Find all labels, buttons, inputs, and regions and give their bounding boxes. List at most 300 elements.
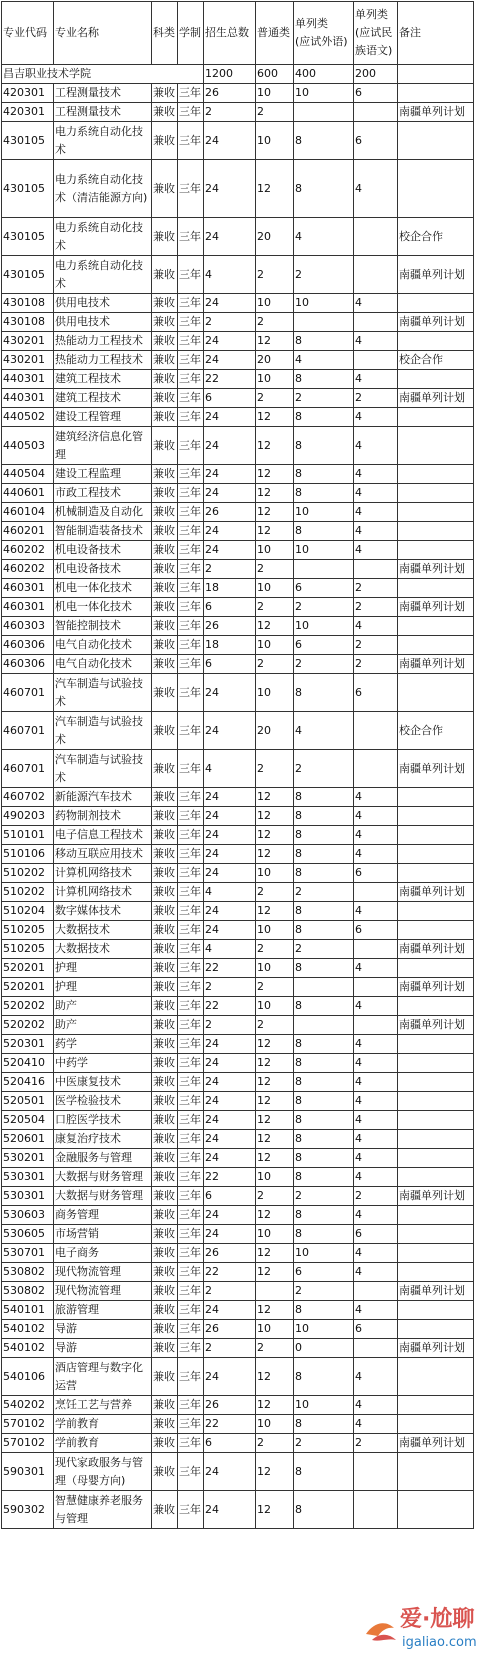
cell-major-name: 学前教育 <box>54 1415 152 1434</box>
cell-single-a: 8 <box>294 160 354 218</box>
cell-general: 2 <box>256 1187 294 1206</box>
cell-single-a: 10 <box>294 1320 354 1339</box>
cell-note <box>398 902 474 921</box>
cell-general: 12 <box>256 845 294 864</box>
cell-general: 12 <box>256 807 294 826</box>
cell-major-code: 540102 <box>2 1339 54 1358</box>
cell-category: 兼收 <box>152 1244 178 1263</box>
cell-total: 24 <box>204 294 256 313</box>
cell-duration: 三年 <box>178 122 204 160</box>
cell-major-name: 现代物流管理 <box>54 1263 152 1282</box>
cell-total: 24 <box>204 1130 256 1149</box>
cell-major-code: 460701 <box>2 712 54 750</box>
cell-category: 兼收 <box>152 1225 178 1244</box>
cell-total: 6 <box>204 655 256 674</box>
cell-major-code: 440503 <box>2 427 54 465</box>
table-row <box>2 1263 474 1282</box>
cell-duration: 三年 <box>178 1301 204 1320</box>
cell-total: 24 <box>204 465 256 484</box>
cell-major-name: 现代家政服务与管理（母婴方向) <box>54 1453 152 1491</box>
table-row <box>2 598 474 617</box>
cell-single-b: 4 <box>354 427 398 465</box>
cell-single-b <box>354 978 398 997</box>
cell-major-name: 工程测量技术 <box>54 103 152 122</box>
cell-major-code: 460701 <box>2 750 54 788</box>
cell-general: 2 <box>256 256 294 294</box>
cell-major-code: 460301 <box>2 579 54 598</box>
cell-major-code: 460301 <box>2 598 54 617</box>
cell-general: 2 <box>256 389 294 408</box>
table-row <box>2 1491 474 1529</box>
cell-major-name: 大数据技术 <box>54 940 152 959</box>
cell-major-name: 中药学 <box>54 1054 152 1073</box>
cell-general: 12 <box>256 1073 294 1092</box>
cell-single-b: 4 <box>354 902 398 921</box>
table-row <box>2 1130 474 1149</box>
cell-category: 兼收 <box>152 1434 178 1453</box>
cell-note <box>398 522 474 541</box>
table-row <box>2 1244 474 1263</box>
cell-duration: 三年 <box>178 1320 204 1339</box>
cell-total: 22 <box>204 959 256 978</box>
cell-single-b: 4 <box>354 1396 398 1415</box>
cell-major-code: 530802 <box>2 1263 54 1282</box>
cell-general: 2 <box>256 883 294 902</box>
table-row <box>2 1187 474 1206</box>
cell-total: 6 <box>204 1434 256 1453</box>
cell-single-b <box>354 218 398 256</box>
cell-category: 兼收 <box>152 1016 178 1035</box>
cell-general: 12 <box>256 465 294 484</box>
cell-major-name: 机电一体化技术 <box>54 598 152 617</box>
header-name: 专业名称 <box>54 2 152 65</box>
cell-total: 24 <box>204 864 256 883</box>
cell-major-code: 590302 <box>2 1491 54 1529</box>
cell-major-name: 供用电技术 <box>54 294 152 313</box>
cell-major-code: 460702 <box>2 788 54 807</box>
table-row <box>2 883 474 902</box>
cell-duration: 三年 <box>178 256 204 294</box>
cell-note <box>398 1092 474 1111</box>
cell-general: 12 <box>256 332 294 351</box>
cell-major-name: 计算机网络技术 <box>54 883 152 902</box>
cell-major-name: 数字媒体技术 <box>54 902 152 921</box>
cell-major-name: 机电一体化技术 <box>54 579 152 598</box>
cell-general: 10 <box>256 84 294 103</box>
cell-single-a: 2 <box>294 389 354 408</box>
cell-duration: 三年 <box>178 978 204 997</box>
cell-single-a: 10 <box>294 84 354 103</box>
cell-duration: 三年 <box>178 1035 204 1054</box>
cell-major-code: 520601 <box>2 1130 54 1149</box>
cell-duration: 三年 <box>178 1130 204 1149</box>
cell-total: 24 <box>204 807 256 826</box>
cell-single-b: 4 <box>354 1130 398 1149</box>
cell-category: 兼收 <box>152 351 178 370</box>
cell-duration: 三年 <box>178 579 204 598</box>
cell-single-a: 10 <box>294 541 354 560</box>
cell-category: 兼收 <box>152 522 178 541</box>
cell-category: 兼收 <box>152 674 178 712</box>
cell-category: 兼收 <box>152 427 178 465</box>
table-row <box>2 218 474 256</box>
cell-note <box>398 1149 474 1168</box>
cell-single-a: 10 <box>294 1396 354 1415</box>
watermark-url: igaliao.com <box>402 1635 477 1650</box>
cell-note: 南疆单列计划 <box>398 598 474 617</box>
header-single-a-line1: 单列类 <box>295 17 328 30</box>
cell-major-code: 530802 <box>2 1282 54 1301</box>
table-row <box>2 1320 474 1339</box>
cell-category: 兼收 <box>152 902 178 921</box>
cell-general: 12 <box>256 1263 294 1282</box>
cell-major-code: 440301 <box>2 389 54 408</box>
cell-major-name: 药学 <box>54 1035 152 1054</box>
cell-general: 12 <box>256 1111 294 1130</box>
table-row <box>2 522 474 541</box>
cell-category: 兼收 <box>152 294 178 313</box>
cell-single-a: 8 <box>294 1168 354 1187</box>
cell-major-code: 520201 <box>2 959 54 978</box>
cell-major-code: 430105 <box>2 122 54 160</box>
table-header-row <box>2 2 474 65</box>
cell-duration: 三年 <box>178 332 204 351</box>
cell-major-code: 520504 <box>2 1111 54 1130</box>
cell-note <box>398 122 474 160</box>
cell-duration: 三年 <box>178 218 204 256</box>
cell-note <box>398 408 474 427</box>
cell-major-name: 电子商务 <box>54 1244 152 1263</box>
cell-general: 2 <box>256 1434 294 1453</box>
cell-duration: 三年 <box>178 750 204 788</box>
college-general: 600 <box>256 65 294 84</box>
cell-major-name: 电力系统自动化技术（清洁能源方向) <box>54 160 152 218</box>
cell-single-a: 8 <box>294 122 354 160</box>
cell-single-a: 8 <box>294 1111 354 1130</box>
cell-category: 兼收 <box>152 959 178 978</box>
cell-single-a: 10 <box>294 294 354 313</box>
cell-single-b: 4 <box>354 1073 398 1092</box>
table-row <box>2 1282 474 1301</box>
cell-general: 2 <box>256 978 294 997</box>
cell-single-a: 8 <box>294 1301 354 1320</box>
cell-note: 校企合作 <box>398 218 474 256</box>
watermark-bird-icon <box>366 1623 396 1640</box>
cell-general: 12 <box>256 1491 294 1529</box>
cell-single-a: 6 <box>294 1263 354 1282</box>
cell-major-name: 大数据与财务管理 <box>54 1187 152 1206</box>
cell-general: 12 <box>256 427 294 465</box>
cell-note <box>398 864 474 883</box>
table-row <box>2 465 474 484</box>
cell-total: 24 <box>204 1035 256 1054</box>
cell-total: 24 <box>204 921 256 940</box>
cell-major-code: 510205 <box>2 940 54 959</box>
cell-major-name: 酒店管理与数字化运营 <box>54 1358 152 1396</box>
cell-note <box>398 1225 474 1244</box>
cell-duration: 三年 <box>178 1073 204 1092</box>
cell-general: 12 <box>256 1149 294 1168</box>
cell-single-a: 6 <box>294 579 354 598</box>
cell-single-a: 8 <box>294 1054 354 1073</box>
cell-duration: 三年 <box>178 160 204 218</box>
cell-duration: 三年 <box>178 674 204 712</box>
cell-general: 12 <box>256 522 294 541</box>
cell-single-a: 8 <box>294 826 354 845</box>
header-single-b-line3: 族语文) <box>355 44 393 57</box>
cell-note <box>398 160 474 218</box>
cell-total: 24 <box>204 712 256 750</box>
cell-major-name: 助产 <box>54 997 152 1016</box>
cell-single-b: 2 <box>354 1434 398 1453</box>
cell-duration: 三年 <box>178 1396 204 1415</box>
cell-duration: 三年 <box>178 1339 204 1358</box>
table-row <box>2 1415 474 1434</box>
cell-major-name: 热能动力工程技术 <box>54 351 152 370</box>
table-row <box>2 788 474 807</box>
cell-single-a: 4 <box>294 351 354 370</box>
cell-major-code: 460201 <box>2 522 54 541</box>
cell-note <box>398 370 474 389</box>
cell-total: 26 <box>204 1396 256 1415</box>
cell-single-b: 4 <box>354 1054 398 1073</box>
cell-note: 南疆单列计划 <box>398 978 474 997</box>
cell-single-a: 8 <box>294 408 354 427</box>
cell-single-b <box>354 883 398 902</box>
cell-general: 2 <box>256 598 294 617</box>
cell-general: 10 <box>256 1415 294 1434</box>
cell-major-code: 430108 <box>2 294 54 313</box>
cell-note <box>398 294 474 313</box>
cell-category: 兼收 <box>152 560 178 579</box>
table-body <box>2 84 474 1529</box>
cell-single-a: 8 <box>294 332 354 351</box>
cell-major-code: 540106 <box>2 1358 54 1396</box>
cell-duration: 三年 <box>178 484 204 503</box>
cell-single-b: 2 <box>354 579 398 598</box>
cell-single-b: 4 <box>354 826 398 845</box>
cell-total: 26 <box>204 617 256 636</box>
table-row <box>2 256 474 294</box>
table-row <box>2 1358 474 1396</box>
cell-duration: 三年 <box>178 997 204 1016</box>
cell-total: 6 <box>204 598 256 617</box>
table-row <box>2 1054 474 1073</box>
cell-note <box>398 332 474 351</box>
cell-category: 兼收 <box>152 712 178 750</box>
cell-general: 12 <box>256 1358 294 1396</box>
cell-category: 兼收 <box>152 883 178 902</box>
cell-category: 兼收 <box>152 370 178 389</box>
cell-duration: 三年 <box>178 902 204 921</box>
cell-major-code: 530605 <box>2 1225 54 1244</box>
cell-note: 校企合作 <box>398 351 474 370</box>
cell-duration: 三年 <box>178 294 204 313</box>
cell-note: 南疆单列计划 <box>398 560 474 579</box>
cell-major-name: 汽车制造与试验技术 <box>54 712 152 750</box>
cell-total: 24 <box>204 788 256 807</box>
cell-total: 24 <box>204 332 256 351</box>
cell-major-name: 药物制剂技术 <box>54 807 152 826</box>
cell-major-name: 护理 <box>54 978 152 997</box>
table-row <box>2 617 474 636</box>
cell-single-b: 4 <box>354 408 398 427</box>
cell-category: 兼收 <box>152 997 178 1016</box>
cell-category: 兼收 <box>152 84 178 103</box>
table-row <box>2 503 474 522</box>
cell-major-code: 540102 <box>2 1320 54 1339</box>
cell-duration: 三年 <box>178 712 204 750</box>
table-row <box>2 1225 474 1244</box>
cell-category: 兼收 <box>152 1149 178 1168</box>
cell-single-b: 4 <box>354 484 398 503</box>
cell-major-code: 430105 <box>2 160 54 218</box>
cell-total: 24 <box>204 408 256 427</box>
cell-note <box>398 1035 474 1054</box>
cell-category: 兼收 <box>152 484 178 503</box>
cell-note <box>398 826 474 845</box>
cell-single-b: 4 <box>354 1244 398 1263</box>
cell-general: 10 <box>256 1320 294 1339</box>
cell-category: 兼收 <box>152 332 178 351</box>
table-row <box>2 655 474 674</box>
table-row <box>2 484 474 503</box>
cell-general: 20 <box>256 712 294 750</box>
cell-duration: 三年 <box>178 940 204 959</box>
cell-major-name: 电子信息工程技术 <box>54 826 152 845</box>
cell-category: 兼收 <box>152 598 178 617</box>
cell-total: 24 <box>204 1358 256 1396</box>
cell-single-b <box>354 1491 398 1529</box>
cell-general: 20 <box>256 351 294 370</box>
cell-total: 24 <box>204 845 256 864</box>
cell-note <box>398 997 474 1016</box>
cell-major-code: 530201 <box>2 1149 54 1168</box>
cell-note <box>398 541 474 560</box>
cell-general: 10 <box>256 959 294 978</box>
cell-major-code: 520410 <box>2 1054 54 1073</box>
cell-note: 南疆单列计划 <box>398 103 474 122</box>
cell-single-a: 8 <box>294 465 354 484</box>
header-single-b-line2: (应试民 <box>355 26 393 39</box>
table-row <box>2 1073 474 1092</box>
cell-total: 24 <box>204 1491 256 1529</box>
cell-category: 兼收 <box>152 1168 178 1187</box>
cell-note <box>398 579 474 598</box>
cell-major-code: 440502 <box>2 408 54 427</box>
table-row <box>2 160 474 218</box>
cell-duration: 三年 <box>178 370 204 389</box>
cell-general: 10 <box>256 1168 294 1187</box>
cell-total: 22 <box>204 1168 256 1187</box>
cell-category: 兼收 <box>152 826 178 845</box>
cell-total: 24 <box>204 1301 256 1320</box>
table-row <box>2 427 474 465</box>
cell-total: 2 <box>204 978 256 997</box>
table-row <box>2 313 474 332</box>
cell-note <box>398 1320 474 1339</box>
cell-category: 兼收 <box>152 617 178 636</box>
cell-note: 南疆单列计划 <box>398 1016 474 1035</box>
cell-major-code: 510202 <box>2 864 54 883</box>
cell-single-a: 8 <box>294 959 354 978</box>
college-name: 昌吉职业技术学院 <box>2 65 204 84</box>
cell-major-name: 建设工程监理 <box>54 465 152 484</box>
cell-general: 12 <box>256 503 294 522</box>
cell-major-code: 540202 <box>2 1396 54 1415</box>
cell-single-b: 4 <box>354 788 398 807</box>
cell-duration: 三年 <box>178 826 204 845</box>
cell-duration: 三年 <box>178 1491 204 1529</box>
cell-category: 兼收 <box>152 408 178 427</box>
cell-major-code: 530701 <box>2 1244 54 1263</box>
table-row <box>2 560 474 579</box>
cell-major-code: 530301 <box>2 1187 54 1206</box>
cell-category: 兼收 <box>152 1301 178 1320</box>
cell-total: 26 <box>204 503 256 522</box>
cell-general: 2 <box>256 313 294 332</box>
cell-total: 24 <box>204 1054 256 1073</box>
table-row <box>2 1035 474 1054</box>
cell-total: 24 <box>204 902 256 921</box>
cell-major-code: 430201 <box>2 332 54 351</box>
cell-category: 兼收 <box>152 845 178 864</box>
cell-note <box>398 1244 474 1263</box>
cell-single-a: 2 <box>294 1187 354 1206</box>
cell-duration: 三年 <box>178 598 204 617</box>
cell-category: 兼收 <box>152 1320 178 1339</box>
cell-single-a: 8 <box>294 1415 354 1434</box>
cell-category: 兼收 <box>152 122 178 160</box>
cell-note <box>398 1453 474 1491</box>
cell-general <box>256 1282 294 1301</box>
cell-duration: 三年 <box>178 1263 204 1282</box>
cell-general: 2 <box>256 1016 294 1035</box>
table-row <box>2 845 474 864</box>
cell-single-b: 2 <box>354 598 398 617</box>
cell-major-code: 520416 <box>2 1073 54 1092</box>
cell-major-name: 供用电技术 <box>54 313 152 332</box>
cell-major-name: 热能动力工程技术 <box>54 332 152 351</box>
cell-major-code: 430108 <box>2 313 54 332</box>
cell-total: 6 <box>204 1187 256 1206</box>
cell-total: 26 <box>204 1320 256 1339</box>
table-row <box>2 1149 474 1168</box>
cell-category: 兼收 <box>152 1073 178 1092</box>
cell-single-b <box>354 712 398 750</box>
cell-category: 兼收 <box>152 1396 178 1415</box>
cell-duration: 三年 <box>178 560 204 579</box>
table-row <box>2 902 474 921</box>
header-total: 招生总数 <box>204 2 256 65</box>
table-row <box>2 389 474 408</box>
cell-major-code: 430105 <box>2 218 54 256</box>
cell-single-b: 4 <box>354 541 398 560</box>
cell-major-name: 烹饪工艺与营养 <box>54 1396 152 1415</box>
cell-single-a: 8 <box>294 902 354 921</box>
table-row <box>2 122 474 160</box>
cell-single-b: 4 <box>354 332 398 351</box>
cell-duration: 三年 <box>178 389 204 408</box>
cell-single-a: 2 <box>294 750 354 788</box>
cell-major-name: 汽车制造与试验技术 <box>54 674 152 712</box>
college-single-b: 200 <box>354 65 398 84</box>
header-single-ethnic-language <box>354 2 398 65</box>
cell-duration: 三年 <box>178 1415 204 1434</box>
cell-major-name: 导游 <box>54 1320 152 1339</box>
cell-major-name: 电气自动化技术 <box>54 655 152 674</box>
cell-major-name: 机电设备技术 <box>54 541 152 560</box>
